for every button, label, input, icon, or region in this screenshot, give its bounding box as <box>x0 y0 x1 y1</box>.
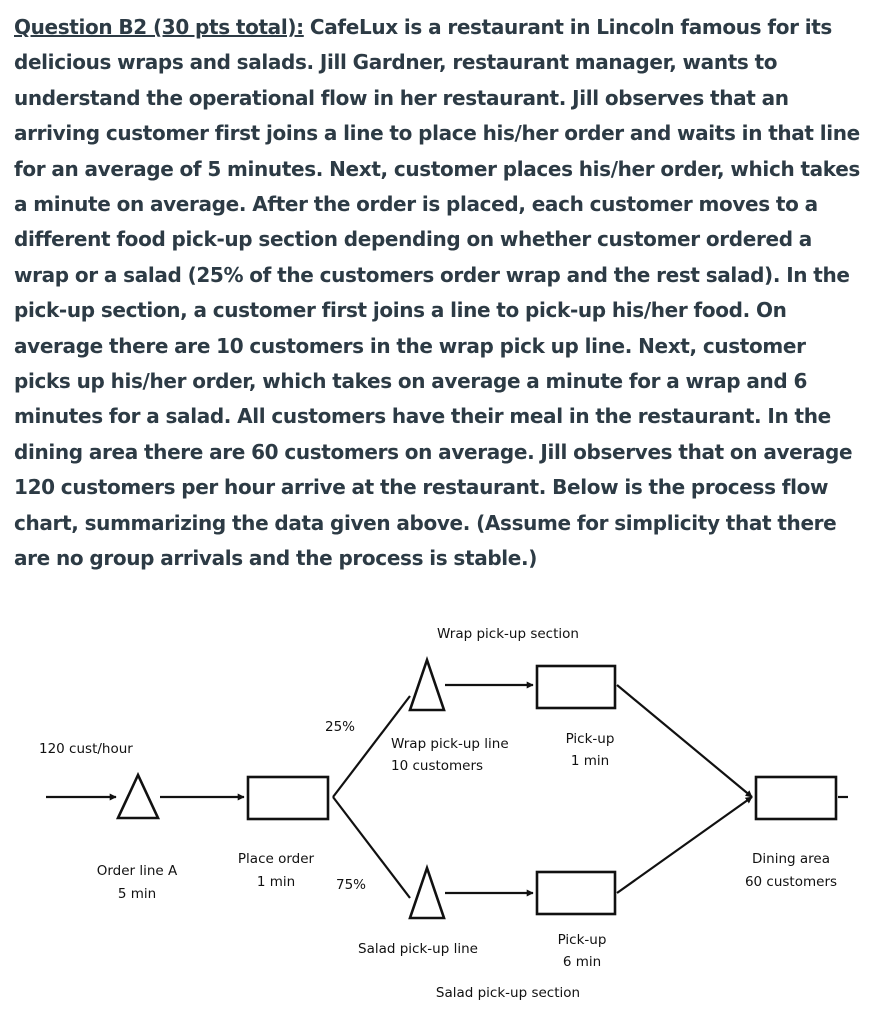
wrap-section-title: Wrap pick-up section <box>437 626 579 642</box>
wrap-pickup-box <box>537 666 615 708</box>
salad-pickup-to-dining-line <box>617 797 752 893</box>
order-line-name: Order line A <box>96 863 178 879</box>
dining-area-count: 60 customers <box>744 874 838 890</box>
place-order-time: 1 min <box>256 874 296 890</box>
dining-area-name: Dining area <box>752 851 830 867</box>
salad-pickup-box <box>537 872 615 914</box>
salad-percent-label: 75% <box>335 877 367 893</box>
question-body: CafeLux is a restaurant in Lincoln famous for its delicious wraps and salads. Jill Gardner, restaurant manager, wants to understand the operational flow in her restaurant. Jill observes that an arriving customer first joins a line to place his/her order and waits in that line for an average of 5 minutes. Next, customer places his/her order, which takes a minute on average. After the order is placed, each customer moves to a different food pick-up section depending on whether customer ordered a wrap or a salad (25% of the customers order wrap and the rest salad). In the pick-up section, a customer first joins a line to pick-up his/her food. On average there are 10 customers in the wrap pick up line. Next, customer picks up his/her order, which takes on average a minute for a wrap and 6 minutes for a salad. All customers have their meal in the restaurant. In the dining area there are 60 customers on average. Jill observes that on average 120 customers per hour arrive at the restaurant. Below is the process flow chart, summarizing the data given above. (Assume for simplicity that there are no group arrivals and the process is stable.) <box>14 15 860 571</box>
question-heading: Question B2 (30 pts total): <box>14 15 304 39</box>
order-line-triangle <box>118 775 158 818</box>
dining-area-box <box>756 777 836 819</box>
wrap-pickup-name: Pick-up <box>565 731 615 747</box>
wrap-line-triangle <box>410 660 444 710</box>
place-order-box <box>248 777 328 819</box>
arrival-rate-label: 120 cust/hour <box>39 741 133 757</box>
salad-line-name: Salad pick-up line <box>358 941 478 957</box>
wrap-pickup-to-dining-line <box>617 685 752 797</box>
salad-pickup-time: 6 min <box>562 954 602 970</box>
salad-line-triangle <box>410 868 444 918</box>
wrap-percent-label: 25% <box>324 719 356 735</box>
salad-section-title: Salad pick-up section <box>435 985 581 1001</box>
salad-pickup-name: Pick-up <box>557 932 607 948</box>
process-flow-chart <box>0 600 873 1024</box>
wrap-line-name: Wrap pick-up line <box>391 736 509 752</box>
wrap-line-count: 10 customers <box>391 758 484 774</box>
order-line-time: 5 min <box>117 886 157 902</box>
place-order-name: Place order <box>237 851 315 867</box>
question-text <box>14 10 864 577</box>
wrap-pickup-time: 1 min <box>570 753 610 769</box>
